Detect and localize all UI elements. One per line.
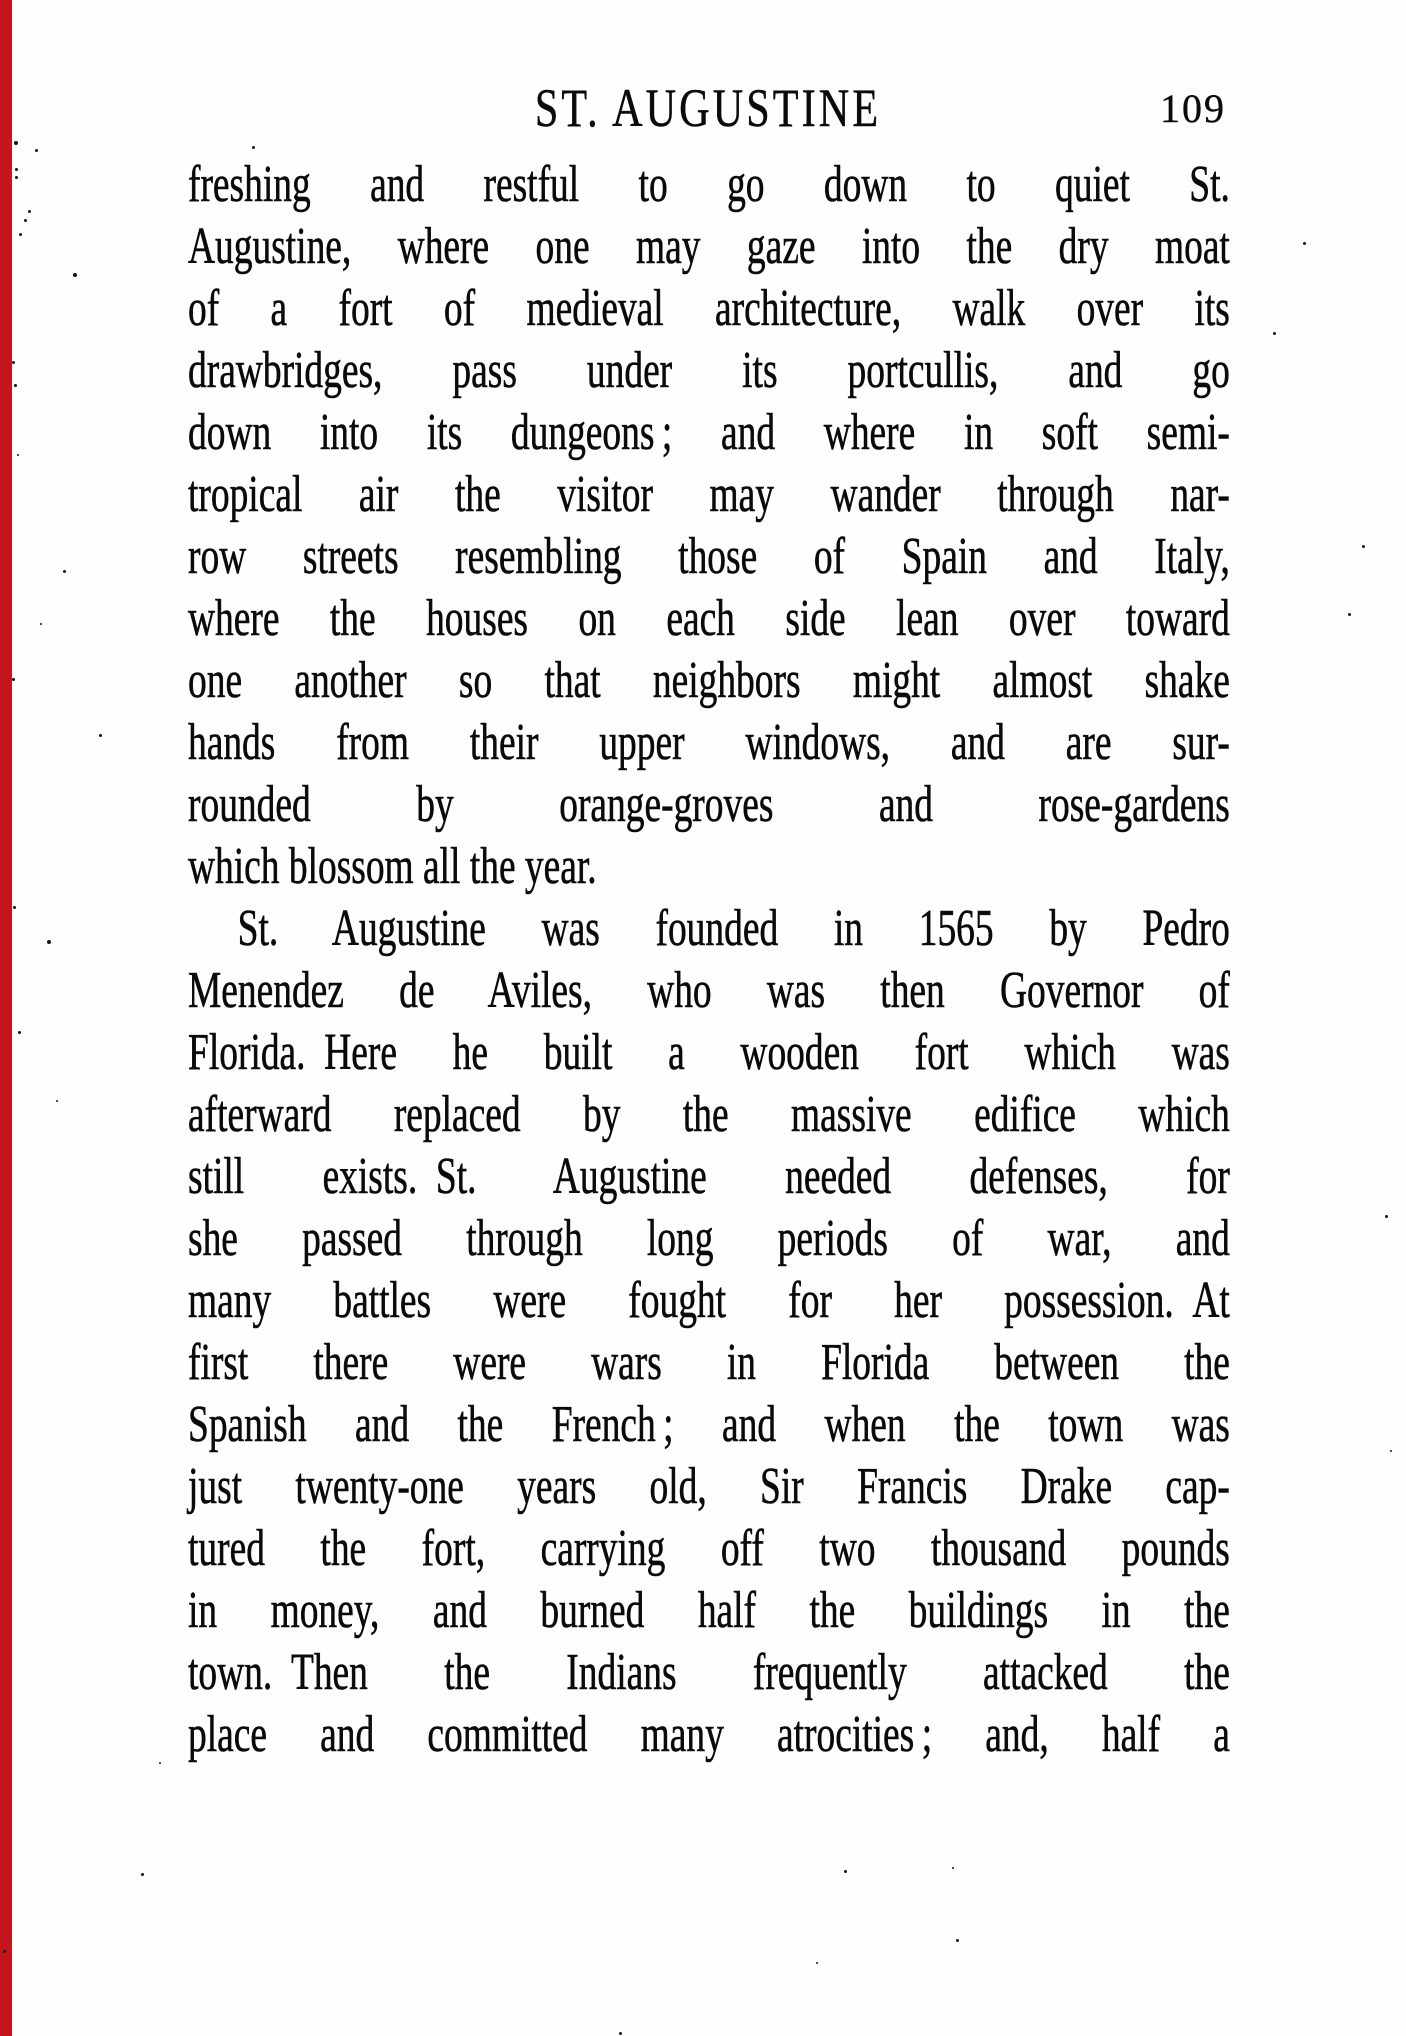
scan-noise-speck (816, 1962, 818, 1964)
text-line: hands from their upper windows, and are sur- (188, 714, 1230, 771)
text-line: down into its dungeons ; and where in soft semi- (188, 404, 1230, 461)
scan-noise-speck (99, 734, 102, 737)
text-line: tured the fort, carrying off two thousand pounds (188, 1520, 1230, 1577)
scan-noise-speck (14, 141, 18, 145)
scan-noise-speck (12, 361, 15, 364)
scan-noise-speck (159, 1762, 161, 1764)
scan-noise-speck (40, 623, 42, 625)
scan-noise-speck (619, 2032, 622, 2035)
scan-noise-speck (1273, 332, 1276, 335)
text-line: just twenty-one years old, Sir Francis Drake cap- (188, 1458, 1230, 1515)
text-line: where the houses on each side lean over toward (188, 590, 1230, 647)
scan-noise-speck (3, 1950, 6, 1953)
text-block (188, 154, 1230, 1766)
scan-noise-speck (13, 906, 16, 909)
text-line: first there were wars in Florida between the (188, 1334, 1230, 1391)
scan-noise-speck (844, 1870, 847, 1873)
scan-noise-speck (47, 940, 51, 944)
text-line: many battles were fought for her possession. At (188, 1272, 1230, 1329)
text-line: town. Then the Indians frequently attacked the (188, 1644, 1230, 1701)
text-line: freshing and restful to go down to quiet St. (188, 156, 1230, 213)
text-line: tropical air the visitor may wander through nar- (188, 466, 1230, 523)
running-head (188, 78, 1229, 138)
text-line: still exists. St. Augustine needed defenses, for (188, 1148, 1230, 1205)
page-number: 109 (1160, 86, 1226, 131)
scan-noise-speck (1385, 1215, 1388, 1218)
book-binding-edge (0, 0, 12, 2036)
scan-noise-speck (56, 1100, 58, 1102)
text-line: she passed through long periods of war, and (188, 1210, 1230, 1267)
scan-noise-speck (18, 1031, 21, 1034)
text-line: drawbridges, pass under its portcullis, and go (188, 342, 1230, 399)
text-line: row streets resembling those of Spain and Italy, (188, 528, 1230, 585)
text-line: Augustine, where one may gaze into the dry moat (188, 218, 1230, 275)
text-line: afterward replaced by the massive edifice which (188, 1086, 1230, 1143)
scan-noise-speck (1303, 242, 1306, 245)
scan-noise-speck (15, 176, 18, 179)
text-line: which blossom all the year. (188, 838, 597, 895)
scan-noise-speck (63, 570, 66, 573)
text-line: one another so that neighbors might almost shake (188, 652, 1230, 709)
scan-noise-speck (1348, 613, 1351, 616)
scan-noise-speck (1362, 545, 1365, 548)
scan-noise-speck (956, 1939, 959, 1942)
scan-noise-speck (1390, 1450, 1392, 1452)
text-line: in money, and burned half the buildings in the (188, 1582, 1230, 1639)
scan-noise-speck (17, 454, 19, 456)
text-line: Menendez de Aviles, who was then Governor of (188, 962, 1230, 1019)
scan-noise-speck (24, 219, 27, 222)
scan-noise-speck (35, 149, 38, 152)
scan-noise-speck (73, 273, 77, 277)
text-line: rounded by orange-groves and rose-gardens (188, 776, 1230, 833)
scan-noise-speck (14, 384, 17, 387)
scan-noise-speck (252, 146, 255, 149)
scan-noise-speck (952, 1867, 954, 1869)
scan-noise-speck (19, 233, 22, 236)
text-line: of a fort of medieval architecture, walk over its (188, 280, 1230, 337)
scan-noise-speck (141, 1873, 144, 1876)
scan-noise-speck (12, 678, 15, 681)
text-line: St. Augustine was founded in 1565 by Pedro (237, 900, 1230, 957)
text-line: Spanish and the French ; and when the town was (188, 1396, 1230, 1453)
text-line: place and committed many atrocities ; and, half a (188, 1706, 1230, 1763)
scan-noise-speck (28, 210, 31, 213)
scan-noise-speck (15, 168, 18, 171)
text-line: Florida. Here he built a wooden fort which was (188, 1024, 1230, 1081)
chapter-title: ST. AUGUSTINE (535, 78, 882, 138)
